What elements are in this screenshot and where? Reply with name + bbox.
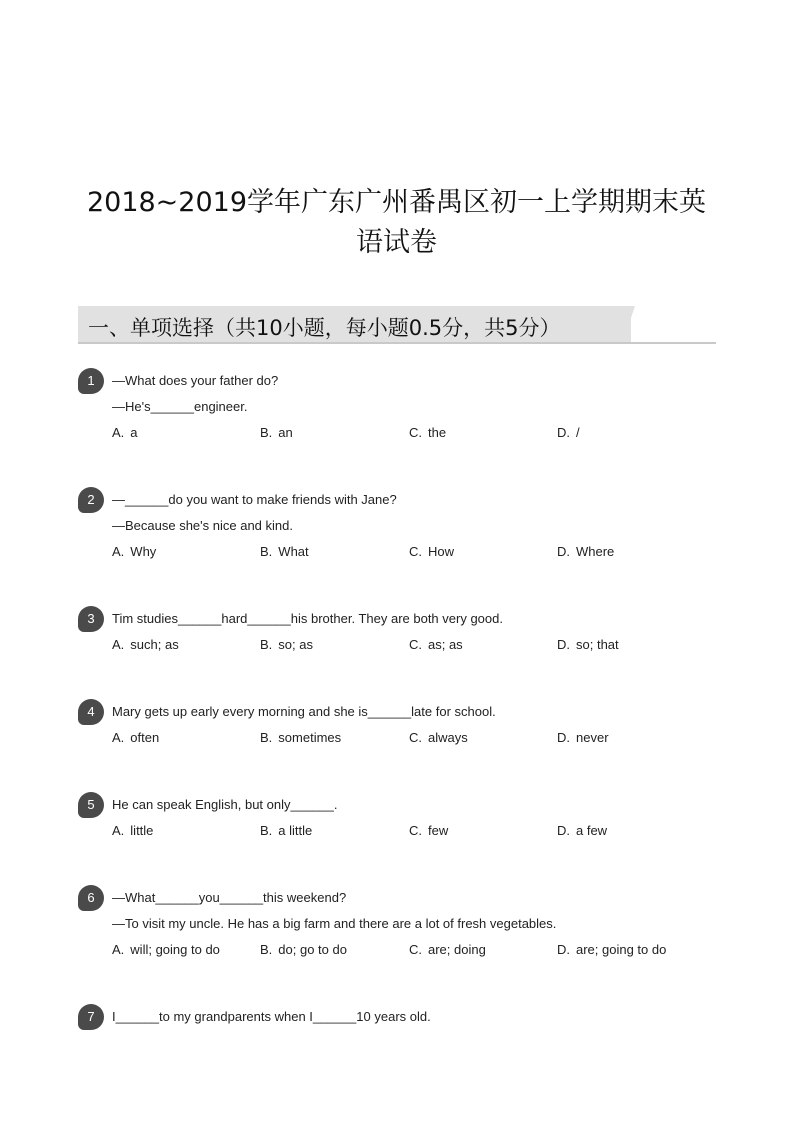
option-letter: A. — [112, 425, 125, 440]
option-text: such; as — [130, 637, 179, 652]
answer-option[interactable] — [260, 823, 312, 839]
question-number-badge: 2 — [78, 487, 104, 513]
option-text: Why — [130, 544, 157, 559]
option-letter: D. — [557, 942, 570, 957]
answer-option[interactable] — [112, 637, 179, 653]
question-number-badge: 4 — [78, 699, 104, 725]
question-number-badge: 6 — [78, 885, 104, 911]
question-text: Mary gets up early every morning and she is______late for school. — [112, 704, 496, 719]
title-line-2: 语试卷 — [356, 227, 437, 258]
question-number-badge: 7 — [78, 1004, 104, 1030]
option-letter: A. — [112, 637, 125, 652]
option-text: the — [428, 425, 447, 440]
option-letter: C. — [409, 544, 422, 559]
option-text: as; as — [428, 637, 463, 652]
question-text: —______do you want to make friends with Jane? — [112, 492, 397, 507]
option-text: / — [576, 425, 580, 440]
option-text: never — [576, 730, 609, 745]
section-heading: 一、单项选择（共10小题，每小题0.5分，共5分） — [88, 316, 561, 340]
option-letter: D. — [557, 823, 570, 838]
answer-option[interactable] — [557, 942, 666, 958]
answer-option[interactable] — [260, 544, 309, 560]
option-text: Where — [576, 544, 615, 559]
answer-option[interactable] — [112, 823, 153, 839]
answer-option[interactable] — [260, 942, 347, 958]
question-text: Tim studies______hard______his brother. They are both very good. — [112, 611, 503, 626]
option-letter: B. — [260, 425, 273, 440]
answer-option[interactable] — [557, 823, 607, 839]
option-letter: B. — [260, 544, 273, 559]
option-text: always — [428, 730, 468, 745]
answer-option[interactable] — [409, 942, 486, 958]
answer-option[interactable] — [409, 544, 454, 560]
section-header — [78, 306, 716, 344]
section-underline — [78, 342, 716, 344]
option-letter: B. — [260, 823, 273, 838]
option-letter: A. — [112, 544, 125, 559]
option-letter: C. — [409, 425, 422, 440]
option-text: will; going to do — [130, 942, 220, 957]
option-letter: D. — [557, 637, 570, 652]
answer-option[interactable] — [409, 425, 446, 441]
option-text: are; going to do — [576, 942, 667, 957]
option-text: little — [130, 823, 154, 838]
question-text: —To visit my uncle. He has a big farm and there are a lot of fresh vegetables. — [112, 916, 557, 931]
option-letter: A. — [112, 942, 125, 957]
option-text: so; that — [576, 637, 619, 652]
option-letter: B. — [260, 730, 273, 745]
answer-option[interactable] — [557, 425, 580, 441]
option-letter: C. — [409, 823, 422, 838]
option-text: a few — [576, 823, 608, 838]
question-text: —What______you______this weekend? — [112, 890, 347, 905]
option-text: a — [130, 425, 138, 440]
question-number-badge: 3 — [78, 606, 104, 632]
answer-option[interactable] — [409, 730, 468, 746]
document-title — [0, 183, 793, 263]
option-letter: D. — [557, 544, 570, 559]
option-letter: C. — [409, 942, 422, 957]
option-letter: B. — [260, 942, 273, 957]
option-text: are; doing — [428, 942, 486, 957]
answer-option[interactable] — [260, 730, 341, 746]
answer-option[interactable] — [112, 544, 156, 560]
answer-option[interactable] — [112, 425, 138, 441]
title-line-1: 2018~2019学年广东广州番禺区初一上学期期末英 — [86, 187, 707, 218]
answer-option[interactable] — [557, 637, 619, 653]
section-band-tail — [623, 306, 635, 342]
option-letter: C. — [409, 637, 422, 652]
question-text: —Because she's nice and kind. — [112, 518, 293, 533]
question-number-badge: 5 — [78, 792, 104, 818]
option-letter: D. — [557, 425, 570, 440]
question-text: —He's______engineer. — [112, 399, 248, 414]
option-letter: D. — [557, 730, 570, 745]
question-text: —What does your father do? — [112, 373, 279, 388]
answer-option[interactable] — [557, 730, 609, 746]
option-text: often — [130, 730, 160, 745]
question-number-badge: 1 — [78, 368, 104, 394]
answer-option[interactable] — [112, 942, 220, 958]
option-text: How — [428, 544, 455, 559]
option-text: so; as — [278, 637, 313, 652]
answer-option[interactable] — [112, 730, 159, 746]
option-text: a little — [278, 823, 313, 838]
option-text: What — [278, 544, 309, 559]
answer-option[interactable] — [409, 637, 463, 653]
question-text: He can speak English, but only______. — [112, 797, 338, 812]
answer-option[interactable] — [260, 425, 293, 441]
option-letter: A. — [112, 730, 125, 745]
answer-option[interactable] — [557, 544, 614, 560]
option-text: an — [278, 425, 293, 440]
question-text: I______to my grandparents when I______10 years old. — [112, 1009, 431, 1024]
answer-option[interactable] — [409, 823, 448, 839]
option-text: sometimes — [278, 730, 342, 745]
option-text: do; go to do — [278, 942, 347, 957]
option-letter: B. — [260, 637, 273, 652]
option-text: few — [428, 823, 449, 838]
option-letter: C. — [409, 730, 422, 745]
answer-option[interactable] — [260, 637, 313, 653]
option-letter: A. — [112, 823, 125, 838]
